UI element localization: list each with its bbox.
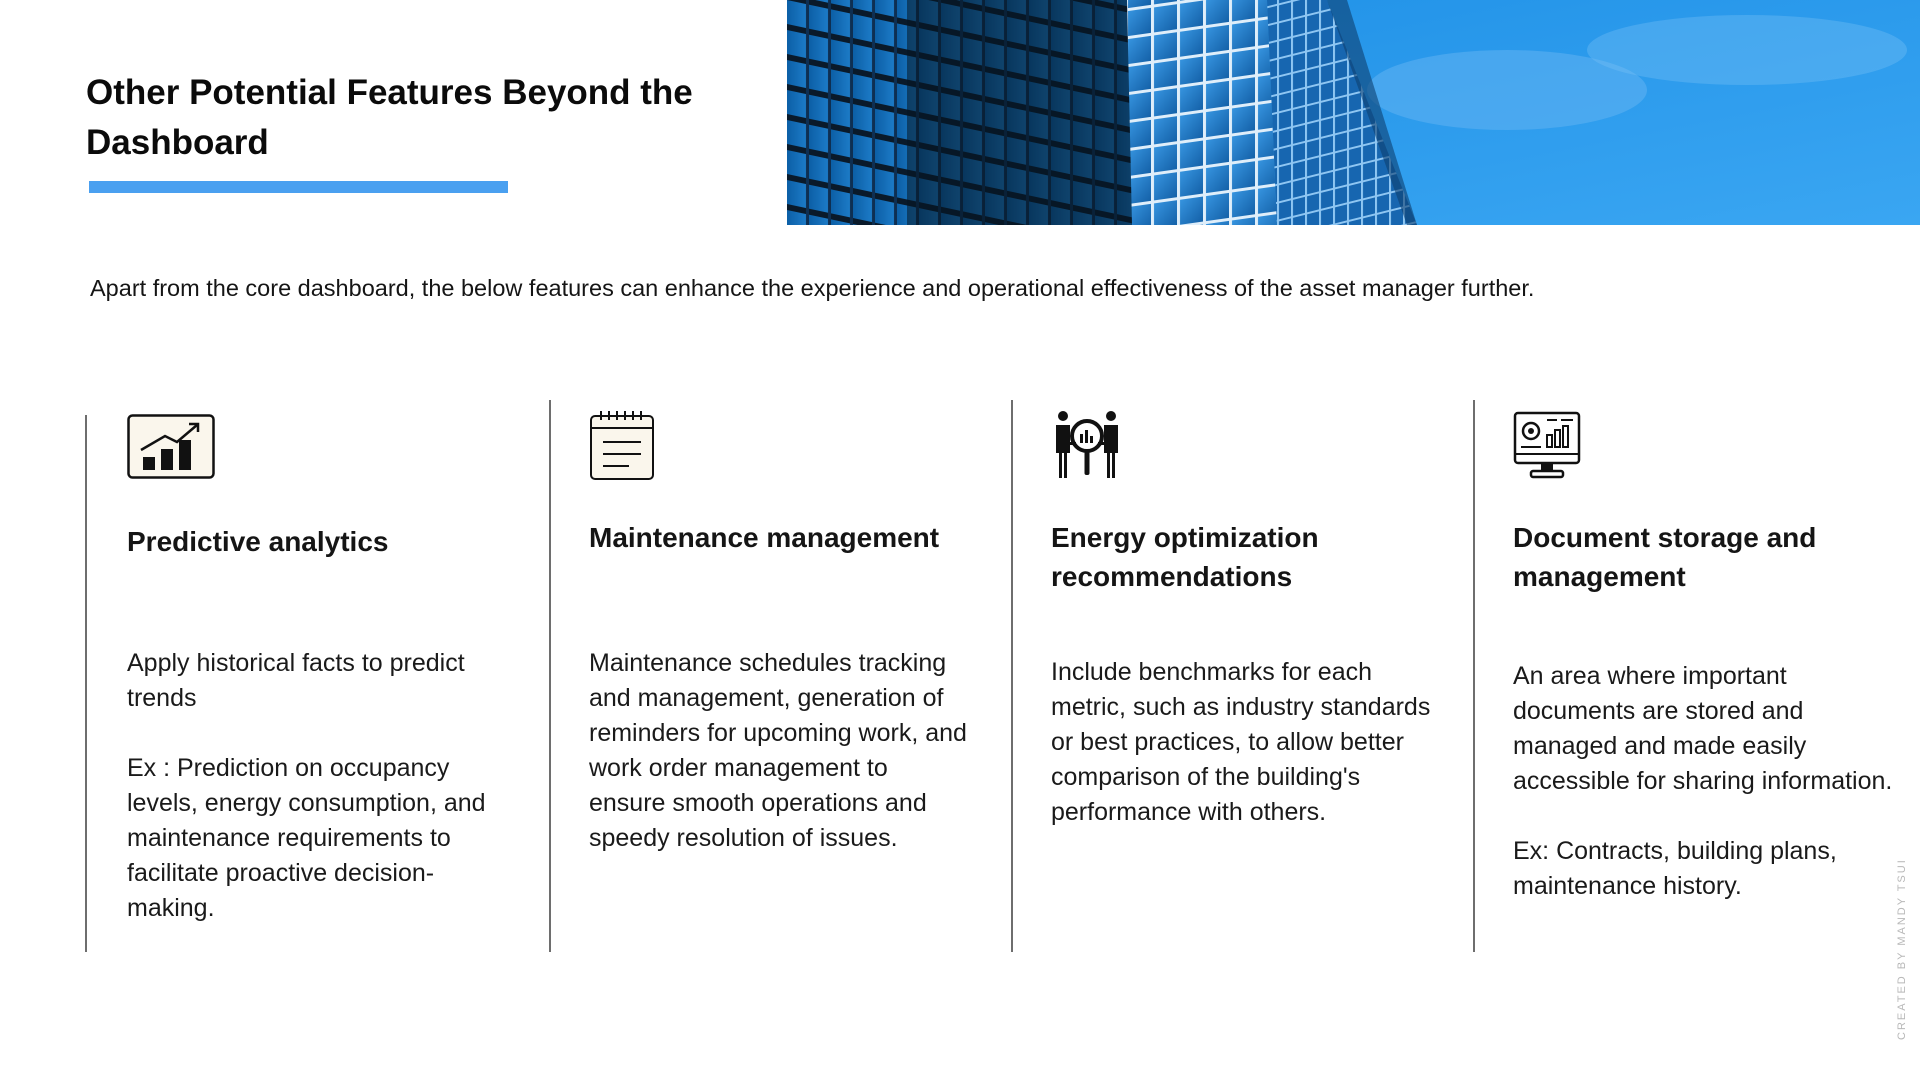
building-photo (787, 0, 1920, 225)
feature-title: Energy optimization recommendations (1051, 522, 1319, 592)
feature-title: Predictive analytics (127, 526, 389, 557)
feature-description: Apply historical facts to predict trends (127, 649, 465, 712)
page-title: Other Potential Features Beyond the Dashboard (86, 73, 693, 162)
watermark: CREATED BY MANDY TSUI (1896, 858, 1908, 1040)
growth-chart-icon (127, 410, 217, 482)
feature-example: Ex: Contracts, building plans, maintenance history. (1513, 837, 1837, 900)
feature-title: Maintenance management (589, 522, 940, 553)
column-divider (1011, 400, 1013, 952)
feature-description: Maintenance schedules tracking and management, generation of reminders for upcoming work, and work order management to ensure smooth operations and speedy resolution of issues. (589, 649, 967, 852)
column-divider (1473, 400, 1475, 952)
column-divider (85, 415, 87, 952)
column-divider (549, 400, 551, 952)
feature-example: Ex : Prediction on occupancy levels, energy consumption, and maintenance requirements to facilitate proactive decision-making. (127, 754, 486, 922)
people-analysis-icon (1051, 410, 1141, 482)
monitor-dashboard-icon (1513, 410, 1603, 482)
feature-description: Include benchmarks for each metric, such as industry standards or best practices, to allow better comparison of the building's performance with others. (1051, 658, 1431, 826)
feature-title: Document storage and management (1513, 522, 1817, 592)
notepad-icon (589, 410, 679, 482)
intro-text: Apart from the core dashboard, the below features can enhance the experience and operational effectiveness of the asset manager further. (90, 275, 1535, 301)
feature-description: An area where important documents are stored and managed and made easily accessible for sharing information. (1513, 662, 1893, 795)
title-underline (89, 181, 508, 193)
